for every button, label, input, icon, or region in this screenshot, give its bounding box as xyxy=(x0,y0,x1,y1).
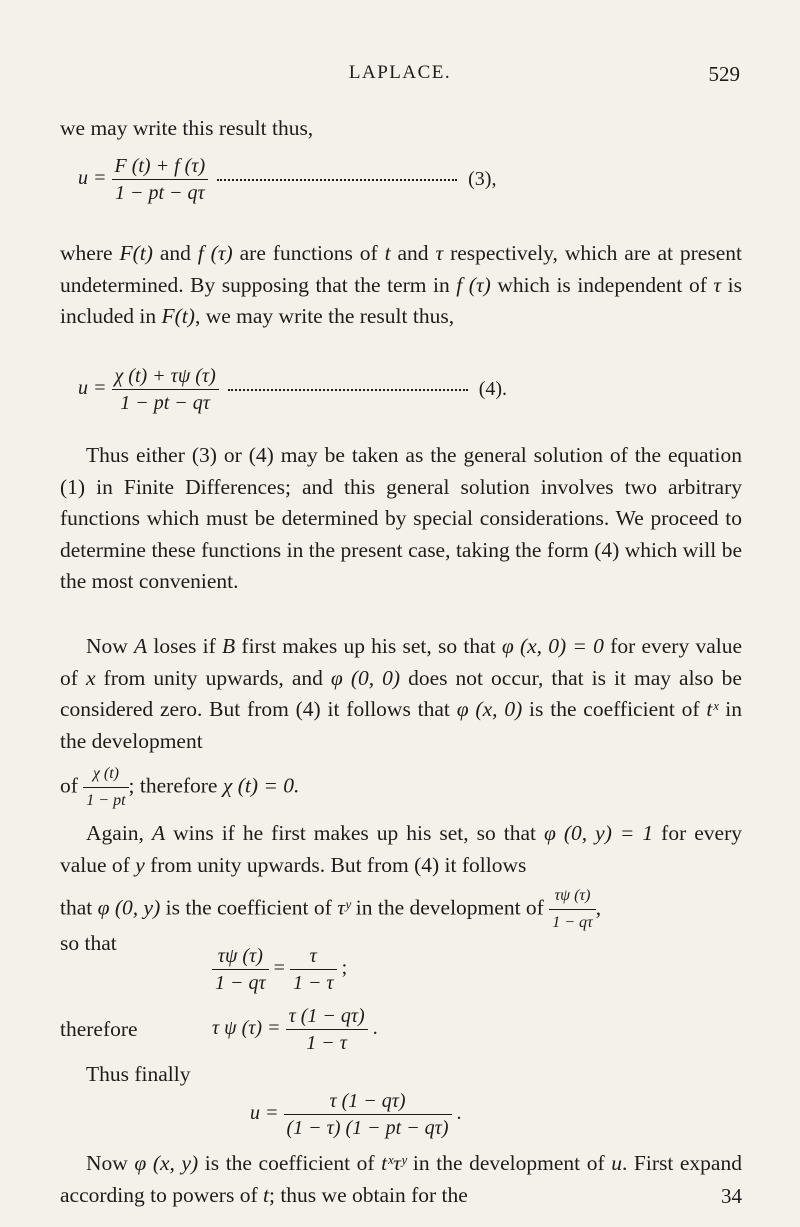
math-u: u xyxy=(611,1151,622,1175)
math-f-tau: f (τ) xyxy=(456,272,491,297)
equation-5 xyxy=(212,945,347,994)
math-A: A xyxy=(134,634,148,658)
math-x: x xyxy=(85,665,96,690)
math-phi-x0: φ (x, 0) xyxy=(456,697,523,721)
text-run: where xyxy=(60,241,120,265)
equation-3 xyxy=(78,155,496,204)
eq6-fraction xyxy=(286,1005,368,1054)
intro-text: we may write this result thus, xyxy=(60,116,314,140)
text-run: are functions of xyxy=(232,241,385,265)
eq7-numerator: τ (1 − qτ) xyxy=(284,1090,452,1115)
fraction-numerator: τψ (τ) xyxy=(549,885,596,910)
eq7-lhs: u = xyxy=(250,1102,279,1125)
eq5-right-fraction xyxy=(290,945,337,994)
text-run: and xyxy=(390,241,436,265)
eq5-left-fraction xyxy=(212,945,269,994)
text-run: respectively, which are at present undetermined. By supposing that the term in xyxy=(60,241,742,297)
math-tau: τ xyxy=(713,272,722,297)
fraction-numerator: χ (t) xyxy=(83,763,128,788)
text-run: in the development xyxy=(60,697,742,753)
eq4-denominator: 1 − pt − qτ xyxy=(120,392,210,414)
paragraph-intro xyxy=(60,113,742,145)
text-run: is included in xyxy=(60,272,742,328)
text-run: of xyxy=(60,773,84,798)
math-tau: τ xyxy=(435,241,444,265)
eq4-numerator: χ (t) + τψ (τ) xyxy=(112,365,219,390)
math-phi-x0: φ (x, 0) = 0 xyxy=(501,634,604,658)
eq6-denominator: 1 − τ xyxy=(306,1032,347,1054)
math-F-t: F(t) xyxy=(161,304,195,328)
text-run: is the coefficient of xyxy=(160,895,338,920)
eq6-punctuation: . xyxy=(372,1017,378,1040)
text-run: , xyxy=(595,895,602,920)
eq3-leader xyxy=(217,179,457,181)
eq6-numerator: τ (1 − qτ) xyxy=(286,1005,368,1030)
text-run: for every value of xyxy=(60,821,743,877)
text-run: from unity upwards. But from (4) it follows xyxy=(144,852,527,877)
text-run: ; thus we obtain for the xyxy=(268,1182,468,1207)
eq4-number: (4). xyxy=(478,378,508,400)
eq4-lhs: u = xyxy=(78,377,107,400)
eq5-punctuation: ; xyxy=(341,957,348,980)
math-B: B xyxy=(222,634,236,658)
equation-7 xyxy=(250,1090,462,1139)
eq4-leader xyxy=(228,389,468,391)
chi-over-1-pt-fraction xyxy=(83,763,128,812)
eq5-right-denominator: 1 − τ xyxy=(292,972,334,994)
text-run: from unity upwards, and xyxy=(95,665,331,690)
text-run: does not occur, that is it may also be considered zero. But from (4) it follows that xyxy=(60,665,742,721)
eq7-punctuation: . xyxy=(456,1102,462,1125)
math-t-x-tau-y: tˣτʸ xyxy=(381,1151,407,1175)
math-phi-00: φ (0, 0) xyxy=(330,665,401,690)
text-run: is the coefficient of xyxy=(198,1151,382,1175)
eq7-fraction xyxy=(284,1090,452,1139)
math-t: t xyxy=(263,1182,269,1207)
eq3-lhs: u = xyxy=(78,167,107,190)
math-phi-xy: φ (x, y) xyxy=(134,1151,199,1175)
math-phi-0y: φ (0, y) xyxy=(97,895,161,920)
thus-finally-label: Thus finally xyxy=(86,1062,191,1086)
math-chi-zero: χ (t) = 0. xyxy=(222,773,300,798)
math-t: t xyxy=(384,241,391,265)
fraction-denominator: 1 − qτ xyxy=(552,914,593,931)
tau-psi-fraction xyxy=(549,885,596,934)
eq3-number: (3), xyxy=(468,168,497,190)
equation-6 xyxy=(212,1005,378,1054)
text-run: in the development of xyxy=(350,895,550,920)
math-A: A xyxy=(151,821,166,845)
text-run: . First expand according to powers of xyxy=(60,1151,742,1207)
math-t-power-x: tˣ xyxy=(706,697,719,721)
paragraph-A-loses xyxy=(60,631,742,812)
text-run: Again, xyxy=(86,821,152,845)
eq5-left-denominator: 1 − qτ xyxy=(215,972,266,994)
text-run: and xyxy=(152,241,198,265)
page-header xyxy=(60,62,740,92)
eq6-lhs: τ ψ (τ) = xyxy=(212,1017,281,1040)
math-phi-0y: φ (0, y) = 1 xyxy=(543,821,654,845)
math-tau-power-y: τʸ xyxy=(337,895,351,920)
paragraph-where xyxy=(60,238,742,333)
math-y: y xyxy=(135,852,145,877)
math-F-t: F(t) xyxy=(119,241,153,265)
text-run: which is independent of xyxy=(490,272,714,297)
eq3-fraction xyxy=(112,155,209,204)
therefore-label: therefore xyxy=(60,1017,138,1041)
eq3-numerator: F (t) + f (τ) xyxy=(112,155,209,180)
text-run: loses if xyxy=(147,634,223,658)
eq3-denominator: 1 − pt − qτ xyxy=(114,182,205,204)
paragraph-A-wins xyxy=(60,818,742,960)
signature-mark: 34 xyxy=(721,1184,742,1208)
eq5-right-numerator: τ xyxy=(290,945,337,970)
text-run: Now xyxy=(86,1151,135,1175)
page-number: 529 xyxy=(708,62,740,86)
text-run: is the coefficient of xyxy=(522,697,707,721)
eq7-denominator: (1 − τ) (1 − pt − qτ) xyxy=(286,1117,449,1139)
text-run: first makes up his set, so that xyxy=(235,634,502,658)
running-head: LAPLACE. xyxy=(348,62,452,83)
text-run: that xyxy=(60,895,98,920)
so-that-text: so that xyxy=(60,931,117,955)
text-run: in the development of xyxy=(406,1151,612,1175)
text-run: ; therefore xyxy=(128,773,223,798)
text-run: for every value of xyxy=(60,634,743,690)
eq4-fraction xyxy=(112,365,219,414)
fraction-denominator: 1 − pt xyxy=(86,792,126,809)
text-run: , we may write the result thus, xyxy=(194,304,455,328)
paragraph-general-solution xyxy=(60,440,742,598)
eq5-left-numerator: τψ (τ) xyxy=(212,945,269,970)
math-f-tau: f (τ) xyxy=(197,241,233,265)
paragraph-now-phi xyxy=(60,1148,742,1211)
equation-4 xyxy=(78,365,507,414)
text-run: Now xyxy=(86,634,135,658)
text-run: wins if he first makes up his set, so that xyxy=(165,821,544,845)
general-solution-text: Thus either (3) or (4) may be taken as the general solution of the equation (1) in Finite Differences; and this general solution involves two arbitrary functions which must be determined by special considerations. We proceed to determine these functions in the present case, taking the form (4) which will be the most convenient. xyxy=(60,443,742,593)
eq5-equals: = xyxy=(273,957,285,980)
